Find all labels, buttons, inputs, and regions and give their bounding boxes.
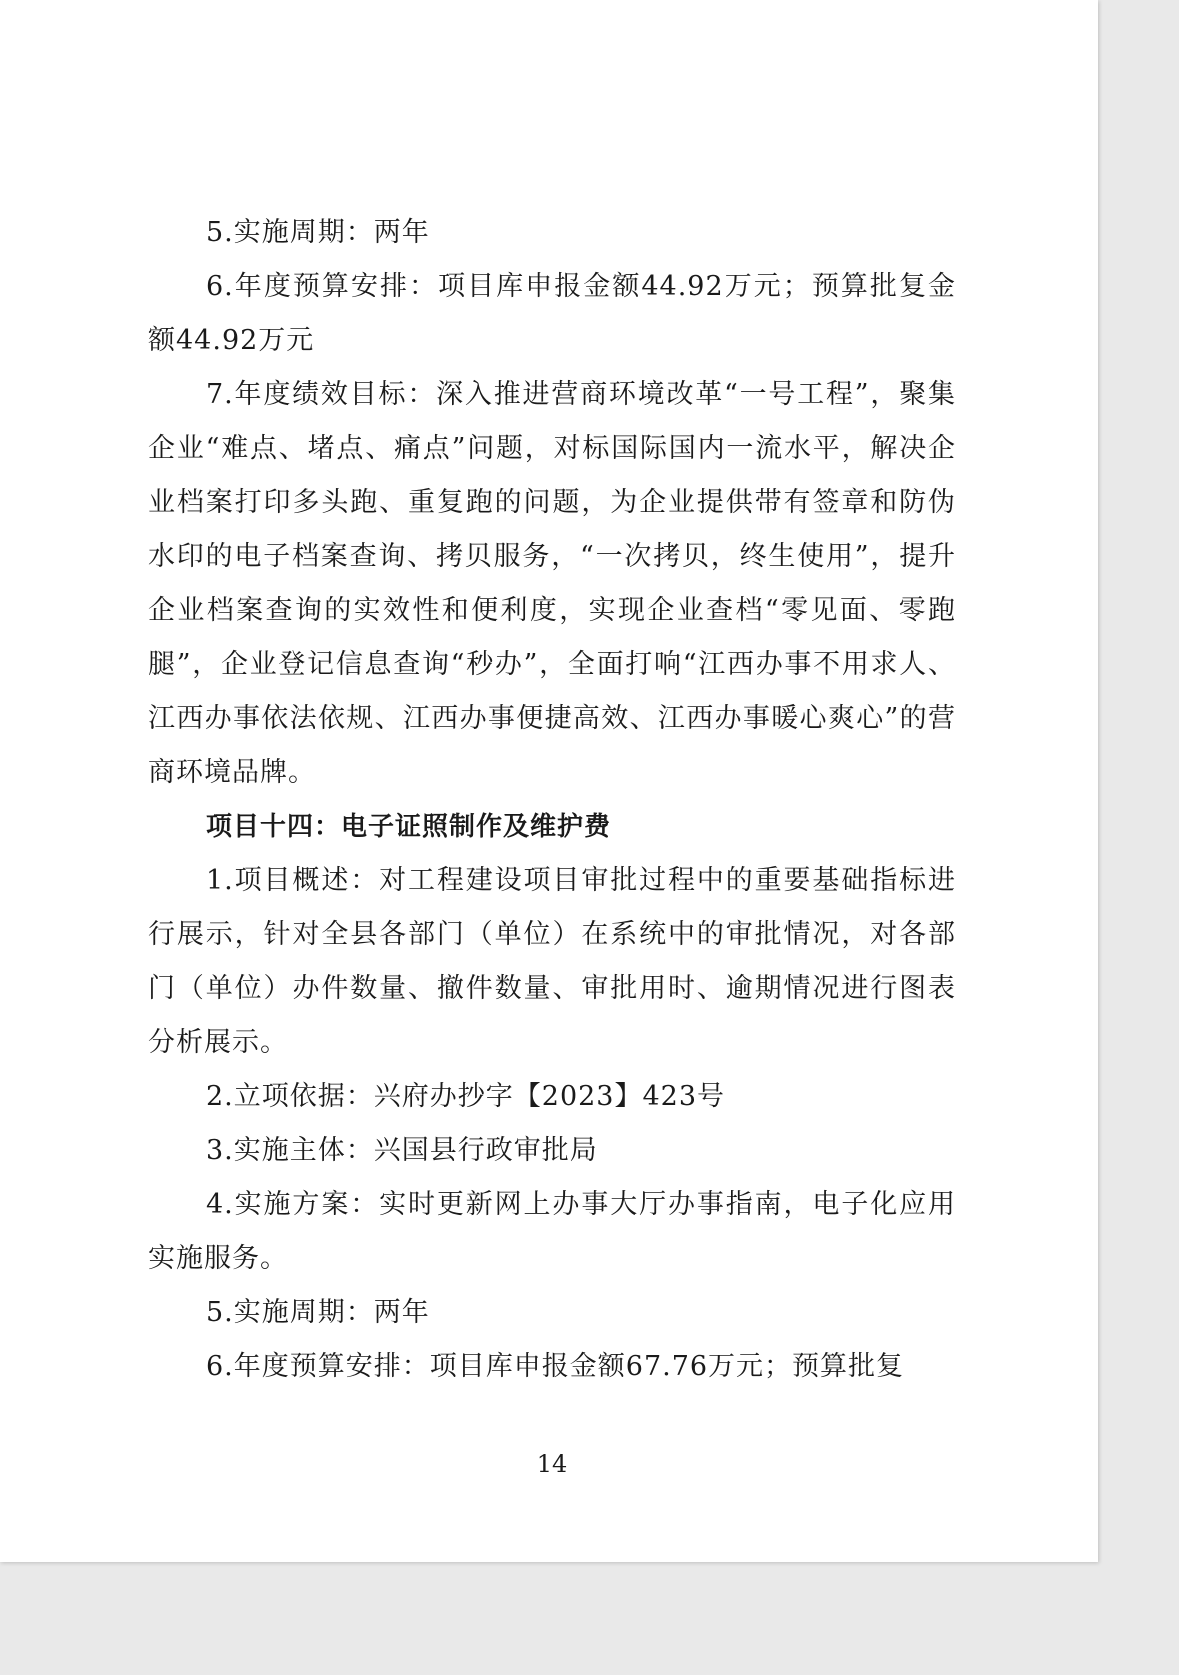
page-number: 14 <box>536 1450 568 1478</box>
section-heading-project-14: 项目十四：电子证照制作及维护费 <box>206 812 612 842</box>
paragraph-project-overview: 1.项目概述：对工程建设项目审批过程中的重要基础指标进行展示，针对全县各部门（单位）在系统中的审批情况，对各部门（单位）办件数量、撤件数量、审批用时、逾期情况进行图表分析展示。 <box>148 865 956 1058</box>
document-body <box>148 206 956 1394</box>
paragraph-implementation-period-2: 5.实施周期：两年 <box>206 1297 430 1328</box>
paragraph-implementing-entity: 3.实施主体：兴国县行政审批局 <box>206 1135 598 1166</box>
paragraph-annual-budget-2: 6.年度预算安排：项目库申报金额67.76万元；预算批复 <box>206 1351 905 1382</box>
paragraph-implementation-period: 5.实施周期：两年 <box>206 217 430 248</box>
paragraph-project-basis: 2.立项依据：兴府办抄字【2023】423号 <box>206 1081 726 1112</box>
paragraph-annual-budget: 6.年度预算安排：项目库申报金额44.92万元；预算批复金额44.92万元 <box>148 271 956 356</box>
paragraph-performance-goal: 7.年度绩效目标：深入推进营商环境改革“一号工程”，聚集企业“难点、堵点、痛点”问题，对标国际国内一流水平，解决企业档案打印多头跑、重复跑的问题，为企业提供带有签章和防伪水印的电子档案查询、拷贝服务，“一次拷贝，终生使用”，提升企业档案查询的实效性和便利度，实现企业查档“零见面、零跑腿”，企业登记信息查询“秒办”，全面打响“江西办事不用求人、江西办事依法依规、江西办事便捷高效、江西办事暖心爽心”的营商环境品牌。 <box>148 379 956 788</box>
paragraph-implementation-plan: 4.实施方案：实时更新网上办事大厅办事指南，电子化应用实施服务。 <box>148 1189 956 1274</box>
